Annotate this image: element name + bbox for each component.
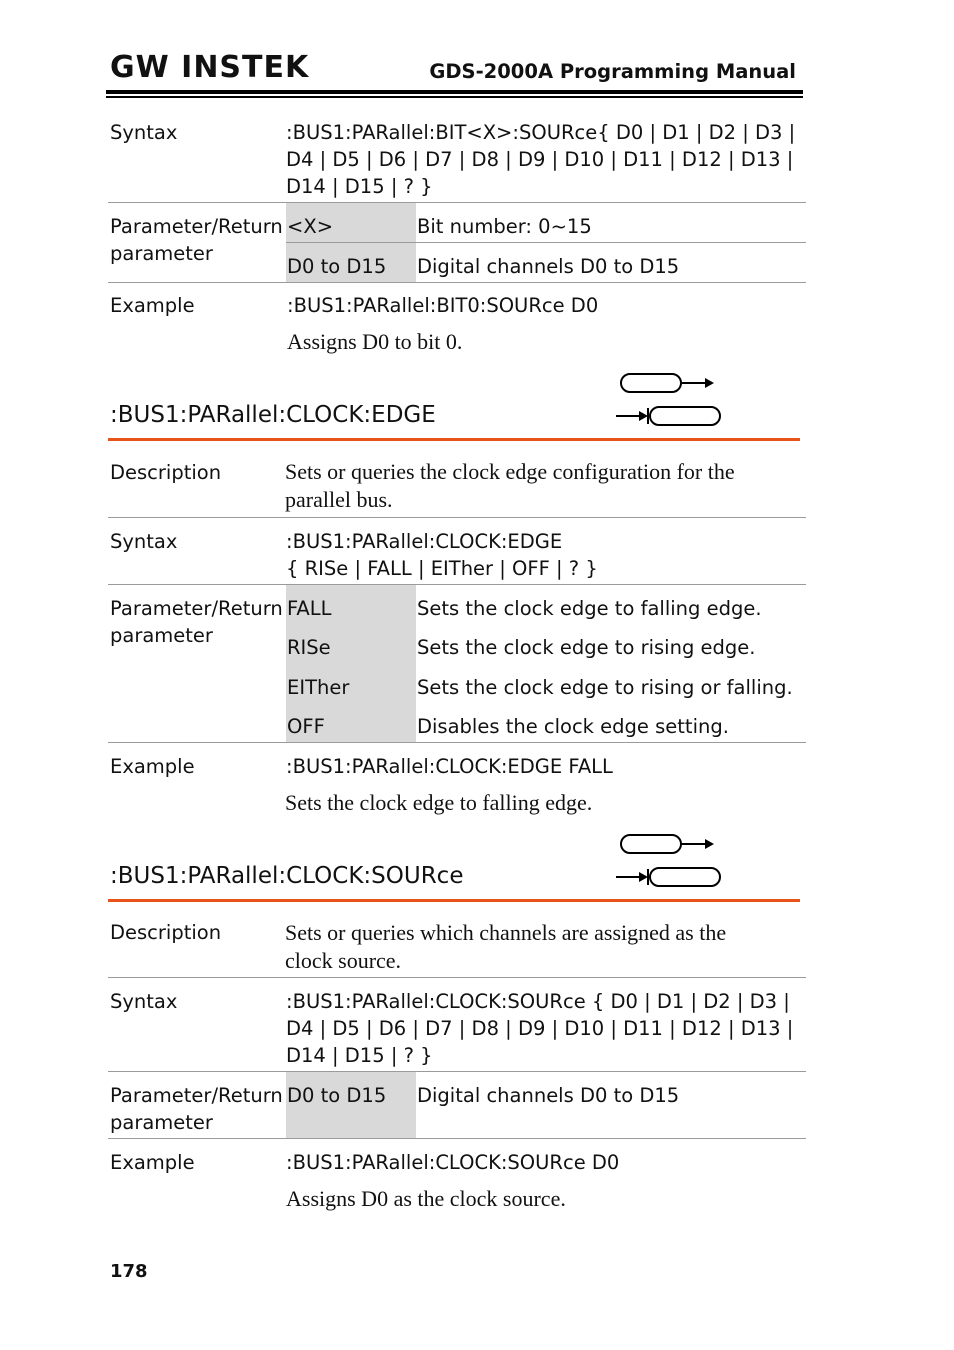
syntax-line: { RISe | FALL | EITher | OFF | ? } [286,557,598,580]
row-divider [108,584,806,585]
param-desc: Digital channels D0 to D15 [417,255,680,278]
syntax-line: D14 | D15 | ? } [286,1044,433,1067]
syntax-line: D4 | D5 | D6 | D7 | D8 | D9 | D10 | D11 | D12 | D13 | [286,1017,794,1040]
param-name: FALL [287,597,332,620]
param-divider [286,242,806,243]
section-title: :BUS1:PARallel:CLOCK:SOURce [110,863,464,889]
manual-title: GDS-2000A Programming Manual [429,60,796,83]
param-desc: Digital channels D0 to D15 [417,1084,680,1107]
row-divider [108,1071,806,1072]
example-description: Assigns D0 to bit 0. [287,329,463,354]
param-label: parameter [110,242,213,265]
example-label: Example [110,1151,195,1174]
param-desc: Disables the clock edge setting. [417,715,729,738]
param-desc: Sets the clock edge to falling edge. [417,597,762,620]
description-line: Sets or queries the clock edge configuration for the [285,459,735,484]
param-label: parameter [110,1111,213,1134]
example-description: Assigns D0 as the clock source. [286,1186,566,1211]
syntax-label: Syntax [110,990,178,1013]
syntax-line: :BUS1:PARallel:BIT<X>:SOURce{ D0 | D1 | D2 | D3 | [286,121,796,144]
param-label: Parameter/Return [110,597,283,620]
param-name: D0 to D15 [287,255,387,278]
row-divider [108,202,806,203]
section-rule [108,438,800,441]
example-label: Example [110,294,195,317]
set-query-icon [614,370,724,426]
example-command: :BUS1:PARallel:BIT0:SOURce D0 [287,294,599,317]
row-divider [108,1138,806,1139]
param-name: EITher [287,676,350,699]
param-name: RISe [287,636,331,659]
param-label: parameter [110,624,213,647]
header-rule-thick [106,90,803,94]
set-query-icon [614,831,724,887]
param-name: OFF [287,715,325,738]
description-label: Description [110,921,222,944]
syntax-line: :BUS1:PARallel:CLOCK:SOURce { D0 | D1 | D2 | D3 | [286,990,790,1013]
param-desc: Bit number: 0~15 [417,215,592,238]
header-rule-thin [106,96,803,98]
param-name: <X> [287,215,334,238]
brand-logo: GW INSTEK [110,50,310,85]
description-label: Description [110,461,222,484]
example-label: Example [110,755,195,778]
row-divider [108,977,806,978]
param-name: D0 to D15 [287,1084,387,1107]
row-divider [108,282,806,283]
example-command: :BUS1:PARallel:CLOCK:SOURce D0 [286,1151,620,1174]
param-label: Parameter/Return [110,215,283,238]
syntax-line: D4 | D5 | D6 | D7 | D8 | D9 | D10 | D11 | D12 | D13 | [286,148,794,171]
param-label: Parameter/Return [110,1084,283,1107]
section-title: :BUS1:PARallel:CLOCK:EDGE [110,402,436,428]
row-divider [108,742,806,743]
row-divider [108,517,806,518]
param-desc: Sets the clock edge to rising edge. [417,636,756,659]
example-description: Sets the clock edge to falling edge. [285,790,593,815]
syntax-label: Syntax [110,121,178,144]
syntax-label: Syntax [110,530,178,553]
description-line: clock source. [285,948,402,973]
section-rule [108,899,800,902]
page-number: 178 [110,1261,148,1282]
syntax-line: :BUS1:PARallel:CLOCK:EDGE [286,530,563,553]
example-command: :BUS1:PARallel:CLOCK:EDGE FALL [286,755,613,778]
description-line: parallel bus. [285,487,393,512]
param-desc: Sets the clock edge to rising or falling. [417,676,793,699]
syntax-line: D14 | D15 | ? } [286,175,433,198]
description-line: Sets or queries which channels are assigned as the [285,920,727,945]
